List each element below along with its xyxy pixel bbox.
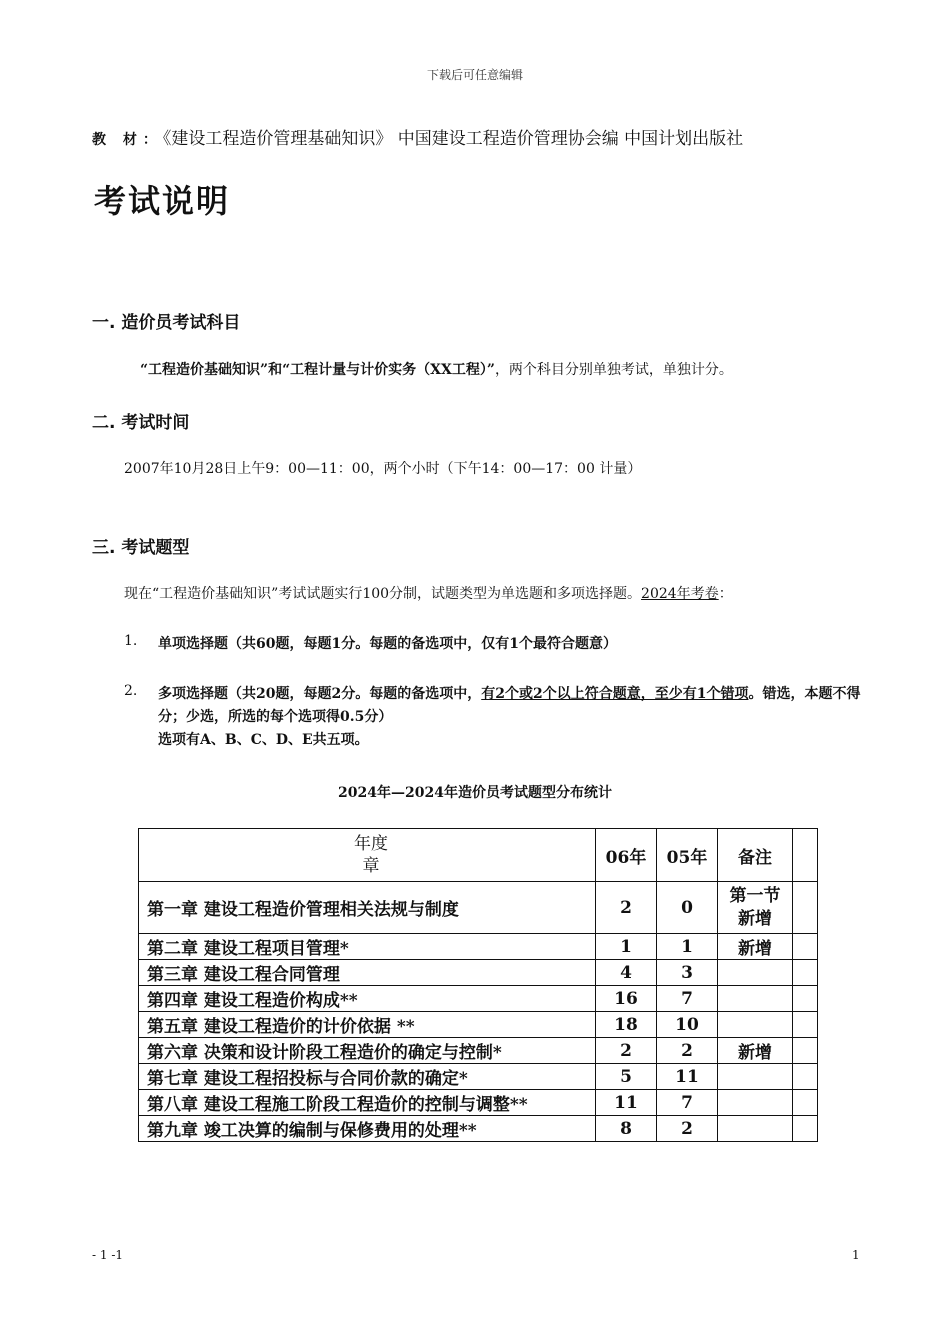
table-row — [139, 1012, 818, 1038]
row-note: 新增 — [718, 1038, 793, 1064]
row-05: 7 — [657, 1090, 718, 1116]
row-chapter: 第一章 建设工程造价管理相关法规与制度 — [139, 882, 596, 934]
row-06: 5 — [596, 1064, 657, 1090]
row-05: 1 — [657, 934, 718, 960]
row-05: 0 — [657, 882, 718, 934]
table-header-row — [139, 829, 818, 882]
header-year-chapter — [139, 829, 596, 882]
table-row — [139, 934, 818, 960]
textbook-content: 《建设工程造价管理基础知识》 中国建设工程造价管理协会编 中国计划出版社 — [162, 129, 744, 149]
row-chapter: 第六章 决策和设计阶段工程造价的确定与控制* — [139, 1038, 596, 1064]
row-06: 8 — [596, 1116, 657, 1142]
table-row — [139, 1090, 818, 1116]
row-06: 1 — [596, 934, 657, 960]
header-extra-col — [793, 829, 818, 882]
row-05: 11 — [657, 1064, 718, 1090]
textbook-label: 教 材： — [92, 132, 163, 148]
row-05: 2 — [657, 1116, 718, 1142]
section-3-heading: 三. 考试题型 — [92, 538, 190, 558]
row-note — [718, 1012, 793, 1038]
section-1-paragraph — [140, 359, 733, 379]
footer-page-number: 1 — [852, 1248, 860, 1262]
row-note — [718, 1064, 793, 1090]
header-chapter-label: 章 — [362, 856, 380, 876]
section-2-heading: 二. 考试时间 — [92, 413, 190, 433]
table-row — [139, 960, 818, 986]
textbook-line — [92, 124, 743, 149]
row-chapter: 第九章 竣工决算的编制与保修费用的处理** — [139, 1116, 596, 1142]
row-note: 第一节新增 — [718, 882, 793, 934]
header-note: 下载后可任意编辑 — [426, 68, 523, 82]
distribution-table — [138, 828, 818, 1142]
row-chapter: 第三章 建设工程合同管理 — [139, 960, 596, 986]
exam-format-end: ： — [718, 586, 733, 602]
list-item-2-text — [158, 683, 870, 752]
table-row — [139, 882, 818, 934]
header-06: 06年 — [596, 829, 657, 882]
table-caption: 2024年—2024年造价员考试题型分布统计 — [338, 785, 612, 801]
row-06: 16 — [596, 986, 657, 1012]
list-item-1-number: 1. — [124, 633, 138, 649]
list-item-1-text: 单项选择题（共60题，每题1分。每题的备选项中，仅有1个最符合题意） — [158, 636, 617, 652]
row-chapter: 第五章 建设工程造价的计价依据 ** — [139, 1012, 596, 1038]
row-06: 2 — [596, 1038, 657, 1064]
row-note — [718, 986, 793, 1012]
header-note-col: 备注 — [718, 829, 793, 882]
row-chapter: 第七章 建设工程招投标与合同价款的确定* — [139, 1064, 596, 1090]
row-05: 2 — [657, 1038, 718, 1064]
row-chapter: 第八章 建设工程施工阶段工程造价的控制与调整** — [139, 1090, 596, 1116]
row-note — [718, 1090, 793, 1116]
list-item-2-number: 2. — [124, 683, 138, 699]
section-3-paragraph — [124, 583, 733, 603]
row-note — [718, 960, 793, 986]
multi-choice-underlined: 有2个或2个以上符合题意，至少有1个错项 — [481, 686, 749, 702]
row-05: 7 — [657, 986, 718, 1012]
document-title: 考试说明 — [94, 182, 231, 220]
table-row — [139, 986, 818, 1012]
subjects-text: “工程造价基础知识”和“工程计量与计价实务（XX工程）” — [140, 362, 495, 378]
header-year-label: 年度 — [354, 834, 388, 854]
exam-format-text: 现在“工程造价基础知识”考试试题实行100分制，试题类型为单选题和多项选择题。 — [124, 586, 642, 602]
subjects-note: ，两个科目分别单独考试，单独计分。 — [494, 362, 733, 378]
row-05: 3 — [657, 960, 718, 986]
row-note: 新增 — [718, 934, 793, 960]
row-06: 2 — [596, 882, 657, 934]
footer-page-label: - 1 -1 — [92, 1248, 124, 1262]
row-06: 11 — [596, 1090, 657, 1116]
section-1-heading: 一. 造价员考试科目 — [92, 313, 241, 333]
row-05: 10 — [657, 1012, 718, 1038]
row-note — [718, 1116, 793, 1142]
table-row — [139, 1064, 818, 1090]
row-chapter: 第二章 建设工程项目管理* — [139, 934, 596, 960]
multi-choice-options: 选项有A、B、C、D、E共五项。 — [158, 732, 369, 748]
table-row — [139, 1038, 818, 1064]
row-06: 18 — [596, 1012, 657, 1038]
header-05: 05年 — [657, 829, 718, 882]
row-06: 4 — [596, 960, 657, 986]
exam-year-underlined: 2024年考卷 — [641, 586, 719, 602]
table-row — [139, 1116, 818, 1142]
multi-choice-text-a: 多项选择题（共20题，每题2分。每题的备选项中， — [158, 686, 482, 702]
row-chapter: 第四章 建设工程造价构成** — [139, 986, 596, 1012]
multi-choice-text-b: 。错选，本题不得分；少选，所选的每个选项得0.5分） — [158, 686, 861, 725]
exam-time-text: 2007年10月28日上午9：00—11：00，两个小时（下午14：00—17：00 计量） — [124, 461, 642, 477]
